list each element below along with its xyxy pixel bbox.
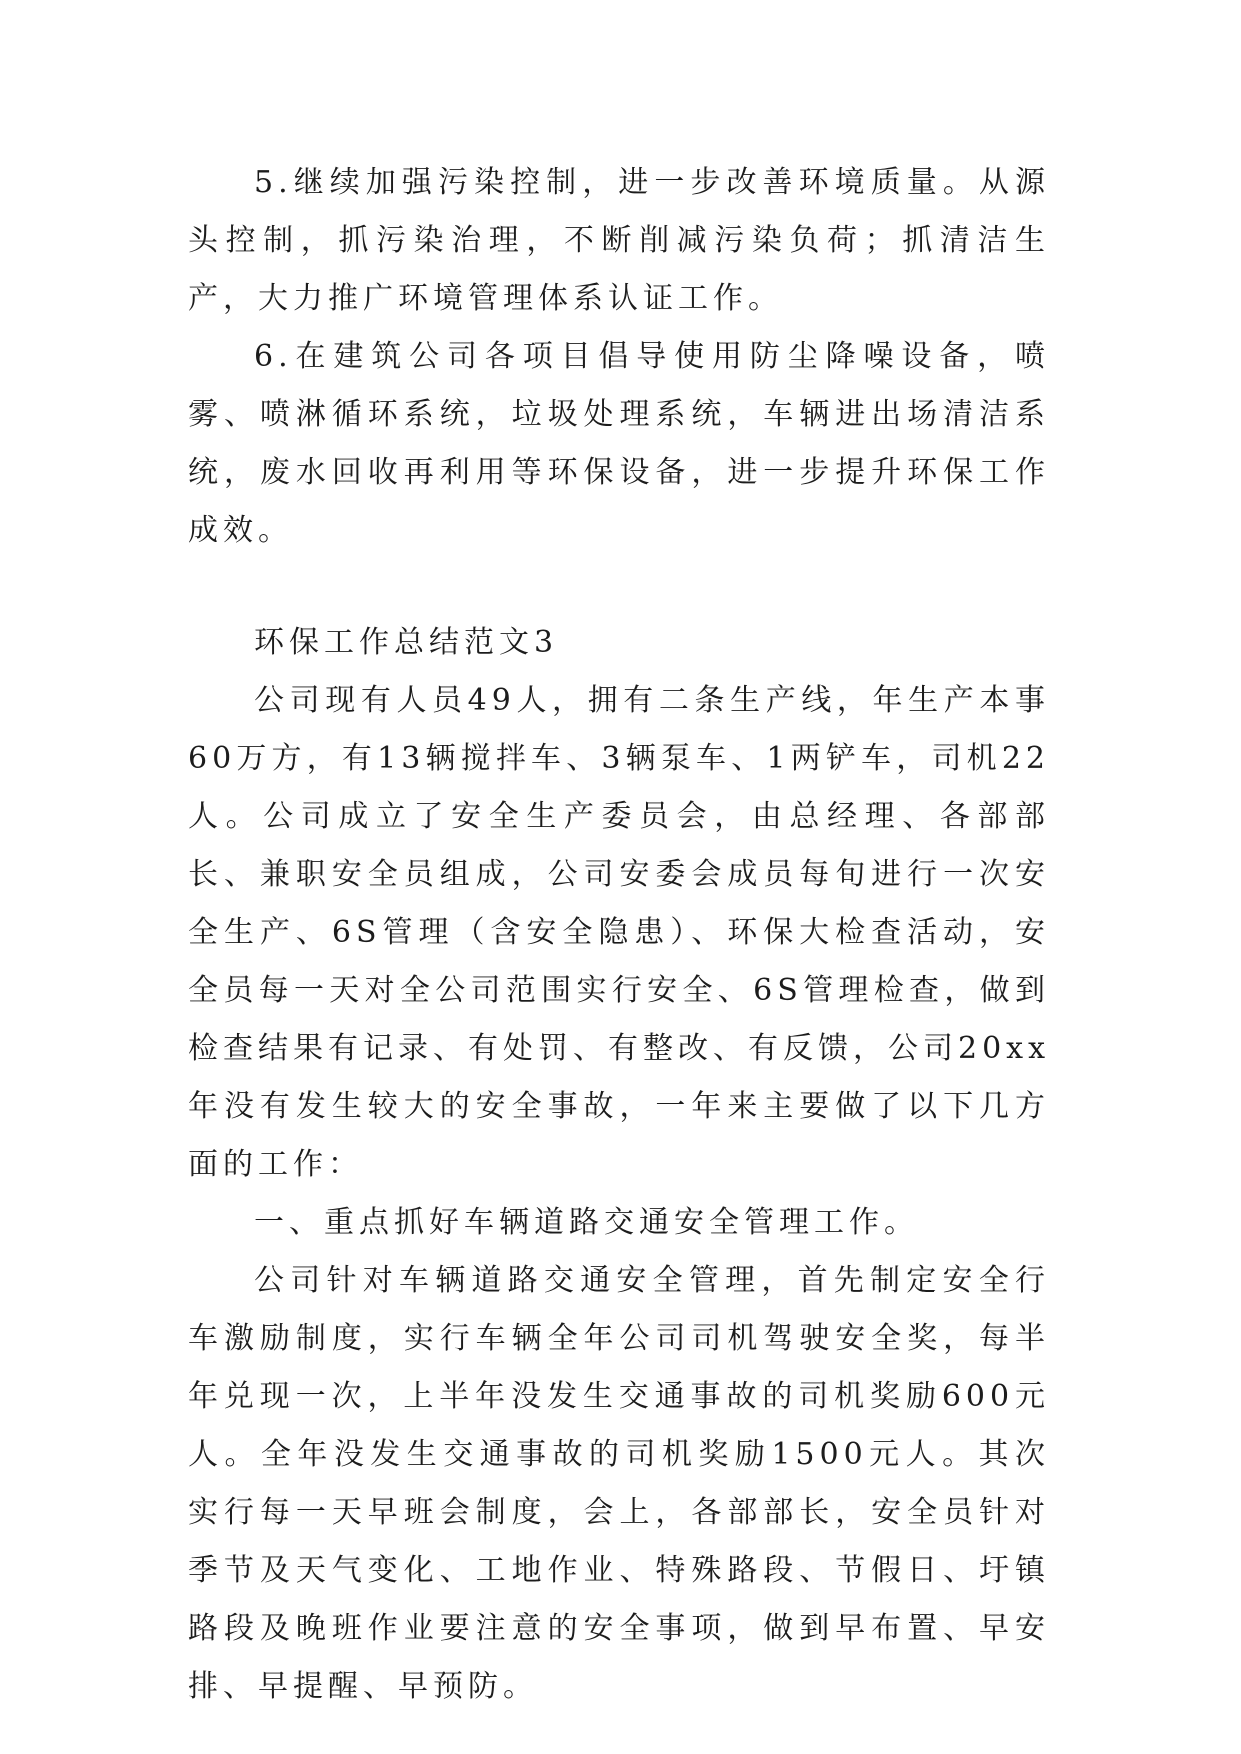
document-page	[188, 154, 1050, 1716]
section-paragraph-overview: 公司现有人员49人，拥有二条生产线，年生产本事60万方，有13辆搅拌车、3辆泵车、1两铲车，司机22人。公司成立了安全生产委员会，由总经理、各部部长、兼职安全员组成，公司安委会成员每旬进行一次安全生产、6S管理（含安全隐患）、环保大检查活动，安全员每一天对全公司范围实行安全、6S管理检查，做到检查结果有记录、有处罚、有整改、有反馈，公司20xx年没有发生较大的安全事故，一年来主要做了以下几方面的工作：	[188, 683, 1051, 1182]
section-paragraph-traffic-safety: 公司针对车辆道路交通安全管理，首先制定安全行车激励制度，实行车辆全年公司司机驾驶安全奖，每半年兑现一次，上半年没发生交通事故的司机奖励600元人。全年没发生交通事故的司机奖励1500元人。其次实行每一天早班会制度，会上，各部部长，安全员针对季节及天气变化、工地作业、特殊路段、节假日、圩镇路段及晚班作业要注意的安全事项，做到早布置、早安排、早提醒、早预防。	[188, 1263, 1050, 1704]
section-heading-traffic-safety: 一、重点抓好车辆道路交通安全管理工作。	[254, 1205, 919, 1240]
paragraph-item-6: 6.在建筑公司各项目倡导使用防尘降噪设备，喷雾、喷淋循环系统，垃圾处理系统，车辆进出场清洁系统，废水回收再利用等环保设备，进一步提升环保工作成效。	[188, 339, 1050, 548]
section-title: 环保工作总结范文3	[254, 625, 559, 660]
paragraph-item-5: 5.继续加强污染控制，进一步改善环境质量。从源头控制，抓污染治理，不断削减污染负荷；抓清洁生产，大力推广环境管理体系认证工作。	[188, 165, 1050, 316]
